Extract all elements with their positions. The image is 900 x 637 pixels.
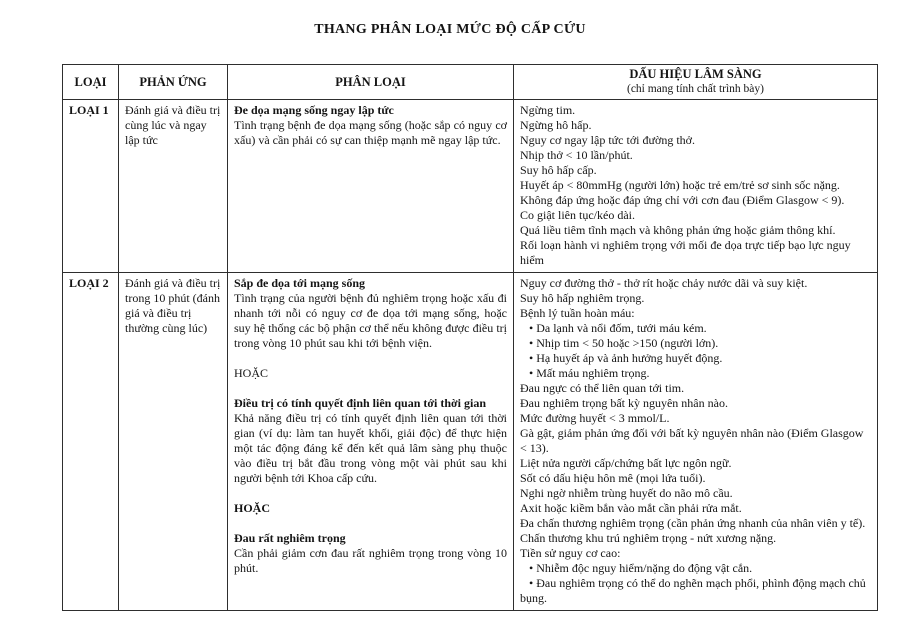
clinical-sign-line: Nguy cơ ngay lập tức tới đường thở. (520, 133, 696, 147)
classification-para: Cần phải giảm cơn đau rất nghiêm trọng trong vòng 10 phút. (234, 546, 507, 575)
clinical-sign-line: Không đáp ứng hoặc đáp ứng chỉ với cơn đau (Điểm Glasgow < 9). (520, 193, 845, 207)
cell-response: Đánh giá và điều trị cùng lúc và ngay lập tức (119, 100, 228, 273)
classification-para: Tình trạng bệnh đe dọa mạng sống (hoặc sắp có nguy cơ xấu) và cần phải có sự can thiệp mạnh mẽ ngay lập tức. (234, 118, 507, 147)
header-clinical-signs-label: DẤU HIỆU LÂM SÀNG (629, 67, 762, 81)
header-cell-classification (228, 65, 514, 100)
cell-classification (228, 273, 514, 611)
clinical-sign-line: • Da lạnh và nổi đốm, tưới máu kém. (529, 321, 707, 335)
header-cell-clinical-signs (514, 65, 878, 100)
clinical-sign-line: Axit hoặc kiềm bắn vào mắt cần phải rửa mắt. (520, 501, 742, 515)
header-response-label: PHẢN ỨNG (139, 74, 207, 89)
cell-response: Đánh giá và điều trị trong 10 phút (đánh giá và điều trị thường cùng lúc) (119, 273, 228, 611)
classification-connector-bold: HOẶC (234, 501, 270, 515)
clinical-sign-line: Nghi ngờ nhiễm trùng huyết do não mô cầu. (520, 486, 733, 500)
clinical-sign-line: Rối loạn hành vi nghiêm trọng với mối đe dọa trực tiếp bạo lực nguy hiểm (520, 238, 851, 267)
clinical-sign-line: Quá liều tiêm tĩnh mạch và không phản ứng hoặc giảm thông khí. (520, 223, 836, 237)
header-cell-response (119, 65, 228, 100)
clinical-sign-line: Ngừng hô hấp. (520, 118, 592, 132)
classification-connector: HOẶC (234, 366, 269, 380)
clinical-sign-line: Mức đường huyết < 3 mmol/L. (520, 411, 670, 425)
clinical-sign-line: Nhịp thở < 10 lần/phút. (520, 148, 633, 162)
cell-clinical-signs (514, 273, 878, 611)
clinical-sign-line: • Nhiễm độc nguy hiểm/nặng do động vật cắn. (529, 561, 753, 575)
clinical-sign-line: Nguy cơ đường thở - thở rít hoặc chảy nước dãi và suy kiệt. (520, 276, 808, 290)
clinical-sign-line: Suy hô hấp nghiêm trọng. (520, 291, 645, 305)
clinical-sign-line: Tiền sử nguy cơ cao: (520, 546, 621, 560)
clinical-sign-line: Ngừng tim. (520, 103, 576, 117)
page-title: THANG PHÂN LOẠI MỨC ĐỘ CẤP CỨU (314, 22, 586, 37)
classification-heading: Đau rất nghiêm trọng (234, 531, 346, 545)
table-row (63, 100, 878, 273)
clinical-sign-line: Đa chấn thương nghiêm trọng (cần phản ứng nhanh của nhân viên y tế). (520, 516, 866, 530)
clinical-sign-line: • Hạ huyết áp và ảnh hưởng huyết động. (529, 351, 723, 365)
header-category-label: LOẠI (74, 74, 107, 89)
classification-heading: Điều trị có tính quyết định liên quan tới thời gian (234, 396, 487, 410)
clinical-sign-line: Sốt có dấu hiệu hôn mê (mọi lứa tuổi). (520, 471, 706, 485)
header-classification-label: PHÂN LOẠI (335, 74, 406, 89)
clinical-sign-line: Gà gật, giảm phản ứng đối với bất kỳ nguyên nhân nào (Điểm Glasgow < 13). (520, 426, 864, 455)
clinical-sign-line: Liệt nửa người cấp/chứng bất lực ngôn ngữ. (520, 456, 732, 470)
clinical-sign-line: • Nhịp tim < 50 hoặc >150 (người lớn). (529, 336, 719, 350)
triage-table (62, 64, 878, 611)
clinical-sign-line: Huyết áp < 80mmHg (người lớn) hoặc trẻ em/trẻ sơ sinh sốc nặng. (520, 178, 840, 192)
table-row (63, 273, 878, 611)
classification-para: Khả năng điều trị có tính quyết định liên quan tới thời gian (ví dụ: làm tan huyết khối, giải độc) để thực hiện một tác động đáng kể đến kết quả lâm sàng phụ thuộc vào điều trị bắt đầu trong vòng một vài phút sau khi người bệnh tới Khoa cấp cứu. (234, 411, 507, 485)
clinical-sign-line: Chấn thương khu trú nghiêm trọng - nứt xương nặng. (520, 531, 777, 545)
classification-heading: Sắp đe dọa tới mạng sống (234, 276, 366, 290)
header-clinical-signs-note: (chỉ mang tính chất trình bày) (626, 83, 764, 95)
cell-category: LOẠI 1 (63, 100, 119, 273)
clinical-sign-line: Suy hô hấp cấp. (520, 163, 597, 177)
header-row (63, 65, 878, 100)
clinical-sign-line: Đau nghiêm trọng bất kỳ nguyên nhân nào. (520, 396, 728, 410)
classification-para: Tình trạng của người bệnh đủ nghiêm trọng hoặc xấu đi nhanh tới nỗi có nguy cơ đe dọa tới mạng sống, hoặc suy hệ thống các bộ phận cơ thể nếu không được điều trị trong vòng 10 phút sau khi tới bệnh viện. (234, 291, 507, 350)
cell-classification (228, 100, 514, 273)
clinical-sign-line: • Mất máu nghiêm trọng. (529, 366, 650, 380)
clinical-sign-line: Bệnh lý tuần hoàn máu: (520, 306, 635, 320)
header-cell-category (63, 65, 119, 100)
clinical-sign-line: • Đau nghiêm trọng có thể do nghẽn mạch phổi, phình động mạch chủ bụng. (520, 576, 866, 605)
cell-clinical-signs (514, 100, 878, 273)
classification-heading: Đe dọa mạng sống ngay lập tức (234, 103, 394, 117)
cell-category: LOẠI 2 (63, 273, 119, 611)
clinical-sign-line: Co giật liên tục/kéo dài. (520, 208, 635, 222)
clinical-sign-line: Đau ngực có thể liên quan tới tim. (520, 381, 685, 395)
